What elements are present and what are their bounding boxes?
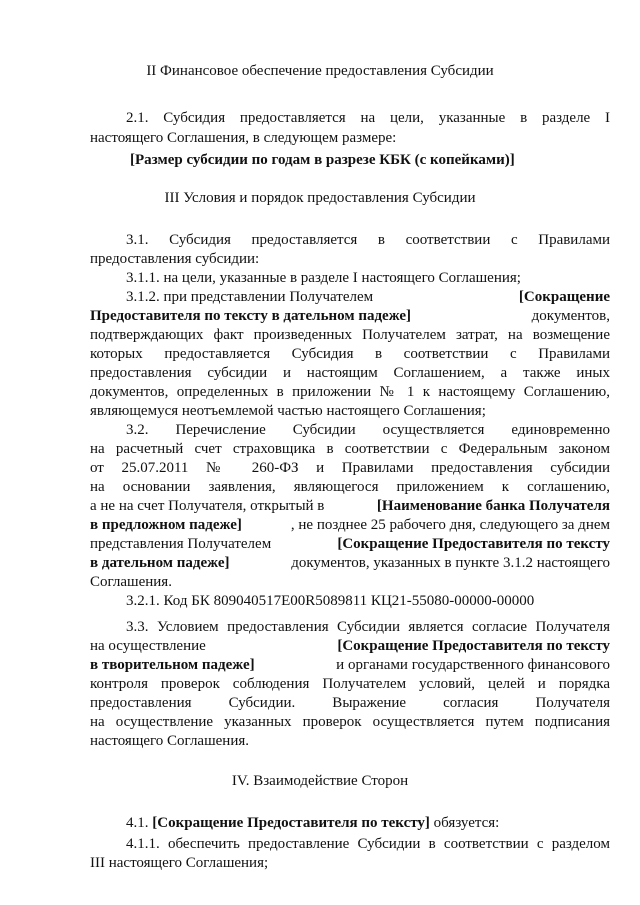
para-3-2-text: а не на счет Получателя, открытый в [90,498,325,514]
para-3-3-text: на осуществление [90,638,206,654]
para-4-1-text: обязуется: [429,815,500,831]
placeholder-provider-dative-start: [Сокращение Предоставителя по тексту [337,536,610,552]
para-3-2-line-7 [90,534,610,554]
para-3-1-2-line-6: документов, определенных в приложении № 1 к настоящему Соглашению, [90,384,610,400]
para-3-1-line-2: предоставления субсидии: [90,251,260,267]
para-3-1-2-line-4: которых предоставляется Субсидия в соответствии с Правилами [90,346,610,362]
placeholder-provider-instrumental-end: в творительном падеже] [90,657,255,673]
para-3-1-2-text: 3.1.2. при представлении Получателем [126,289,374,305]
para-4-1-1-line-2: III настоящего Соглашения; [90,855,269,871]
para-3-1-2-line-1 [126,287,610,307]
placeholder-provider-dative-end: Предоставителя по тексту в дательном падеже] [90,308,412,324]
para-3-1-2-text: документов, [531,308,610,324]
placeholder-bank-name-start: [Наименование банка Получателя [376,498,610,514]
para-3-2-text: , не позднее 25 рабочего дня, следующего за днем [290,517,610,533]
para-3-2-text: документов, указанных в пункте 3.1.2 настоящего [291,555,610,571]
para-3-3-line-4: контроля проверок соблюдения Получателем условий, целей и порядка [90,676,610,692]
para-3-2-line-5 [90,496,610,516]
section-3-title: III Условия и порядок предоставления Субсидии [164,190,476,206]
para-3-2-line-4: на основании заявления, являющегося приложением к соглашению, [90,479,610,495]
para-3-3-line-1: 3.3. Условием предоставления Субсидии является согласие Получателя [126,619,610,635]
para-3-1-line-1: 3.1. Субсидия предоставляется в соответствии с Правилами [126,232,610,248]
para-3-3-line-6: на осуществление указанных проверок осуществляется путем подписания [90,714,610,730]
para-3-2-line-8 [90,553,610,573]
para-3-3-text: и органами государственного финансового [336,657,610,673]
section-2-title: II Финансовое обеспечение предоставления Субсидии [146,63,494,79]
placeholder-provider-instrumental-start: [Сокращение Предоставителя по тексту [337,638,610,654]
placeholder-provider-dative-end: в дательном падеже] [90,555,230,571]
para-3-3-line-5: предоставления Субсидии. Выражение согласия Получателя [90,695,610,711]
placeholder-provider: [Сокращение Предоставителя по тексту] [152,815,430,831]
para-3-1-1: 3.1.1. на цели, указанные в разделе I настоящего Соглашения; [126,270,521,286]
section-4-title: IV. Взаимодействие Сторон [231,773,409,789]
para-3-2-line-2: на расчетный счет страховщика в соответствии с Федеральным законом [90,441,610,457]
para-3-2-line-3: от 25.07.2011 № 260-ФЗ и Правилами предоставления субсидии [90,460,610,476]
para-4-1 [126,813,610,833]
subsidy-amount-placeholder: [Размер субсидии по годам в разрезе КБК (с копейками)] [130,152,515,168]
para-2-1-line-2: настоящего Соглашения, в следующем размере: [90,130,397,146]
placeholder-bank-name-end: в предложном падеже] [90,517,242,533]
para-4-1-1-line-1: 4.1.1. обеспечить предоставление Субсидии в соответствии с разделом [126,836,610,852]
para-3-1-2-line-5: предоставления субсидии и настоящим Соглашением, а также иных [90,365,610,381]
para-3-2-1-kbk: 3.2.1. Код БК 809040517E00R5089811 КЦ21-55080-00000-00000 [126,593,535,609]
para-3-1-2-line-7: являющемуся неотъемлемой частью настоящего Соглашения; [90,403,486,419]
para-3-3-line-7: настоящего Соглашения. [90,733,250,749]
para-4-1-number: 4.1. [126,815,153,831]
para-2-1-line-1: 2.1. Субсидия предоставляется на цели, указанные в разделе I [126,110,610,126]
para-3-2-line-1: 3.2. Перечисление Субсидии осуществляется единовременно [126,422,610,438]
placeholder-provider-dative-start: [Сокращение [518,289,610,305]
para-3-1-2-line-3: подтверждающих факт произведенных Получателем затрат, на возмещение [90,327,610,343]
para-3-2-line-6 [90,515,610,535]
para-3-3-line-3 [90,655,610,675]
para-3-3-line-2 [90,636,610,656]
para-3-2-line-9: Соглашения. [90,574,172,590]
para-3-2-text: представления Получателем [90,536,272,552]
para-3-1-2-line-2 [90,306,610,326]
